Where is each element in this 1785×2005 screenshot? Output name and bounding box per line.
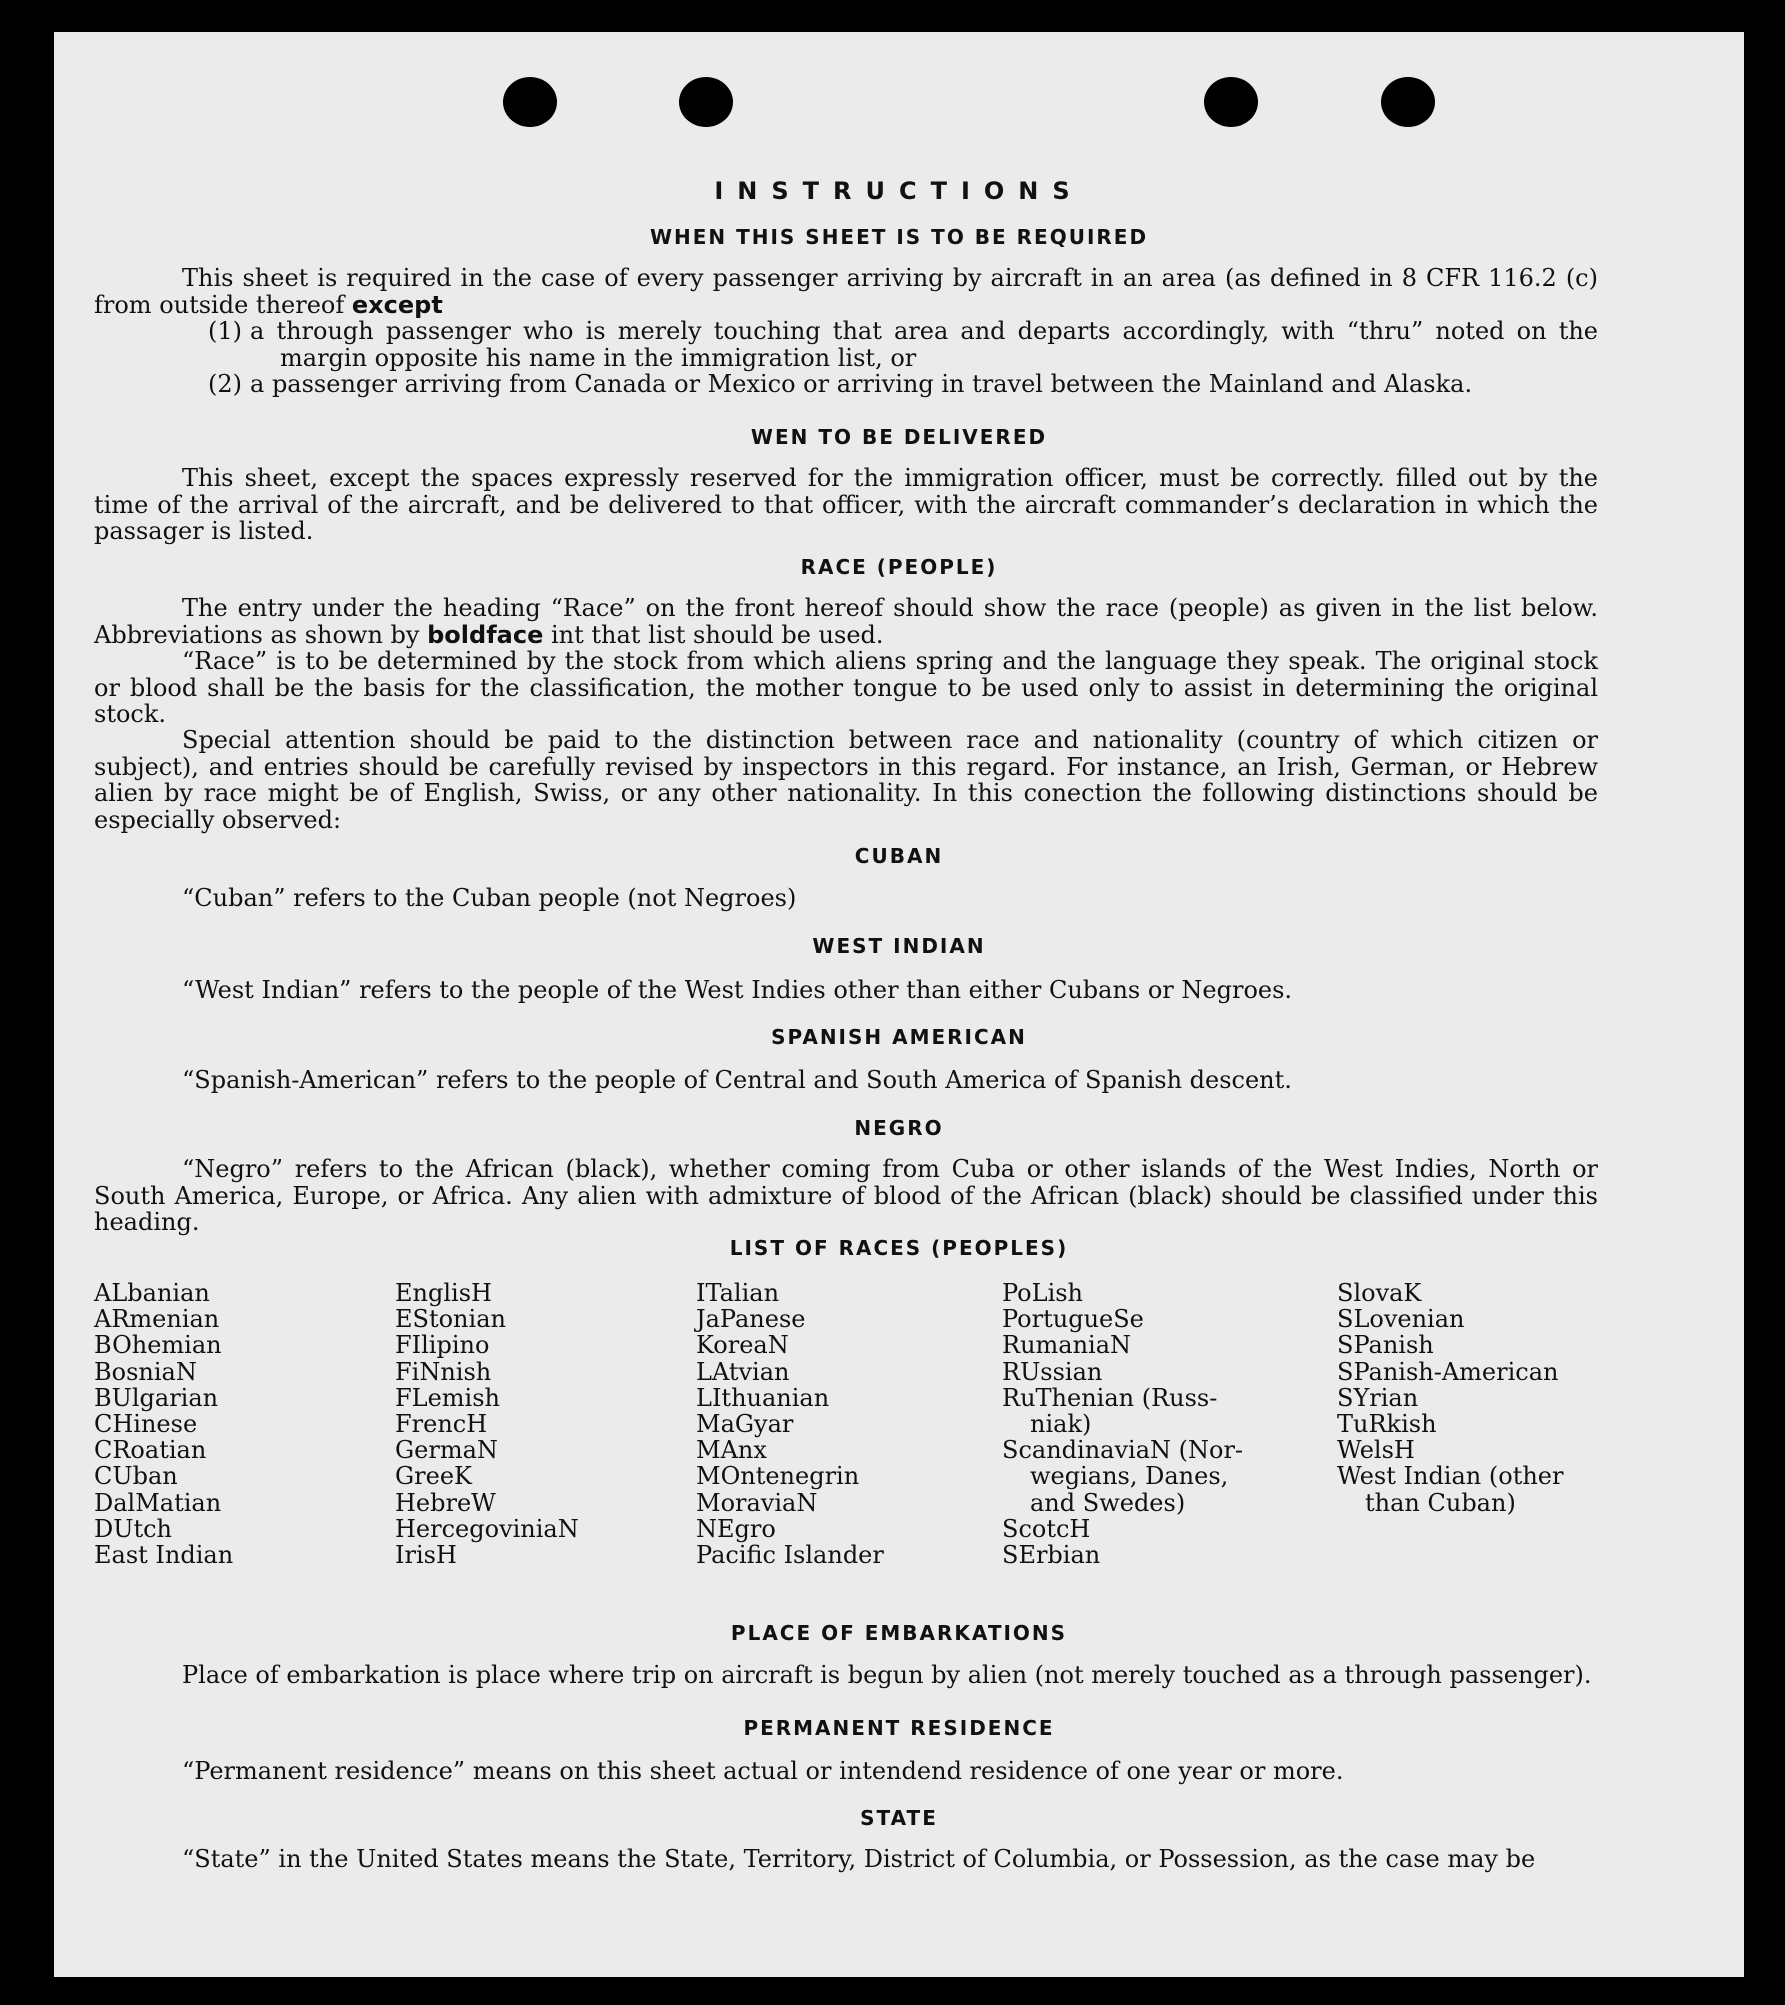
- race-entry: SLovenian: [1337, 1305, 1465, 1334]
- race-entry: MAnx: [696, 1436, 767, 1465]
- race-entry-continuation: and Swedes): [1030, 1488, 1186, 1517]
- race-entry: GermaN: [395, 1436, 498, 1465]
- when-required-paragraph: This sheet is required in the case of every passenger arriving by aircraft in an area (as defined in 8 CFR 116.2 (c) from outside thereof except: [94, 264, 1598, 319]
- races-column-1: [94, 1280, 233, 1568]
- race-entry: MaGyar: [696, 1410, 794, 1439]
- cuban-paragraph: “Cuban” refers to the Cuban people (not Negroes): [182, 884, 797, 912]
- section-heading-cuban: CUBAN: [854, 844, 944, 868]
- spanish-american-paragraph: “Spanish-American” refers to the people of Central and South America of Spanish descent.: [182, 1066, 1292, 1094]
- race-entry: DalMatian: [94, 1488, 222, 1517]
- section-heading-negro: NEGRO: [854, 1116, 944, 1140]
- race-entry: DUtch: [94, 1514, 173, 1543]
- exception-item-1-number: (1): [208, 317, 242, 345]
- section-heading-when-delivered: WEN TO BE DELIVERED: [750, 425, 1048, 449]
- punch-hole: [679, 77, 733, 127]
- race-entry-continuation: wegians, Danes,: [1030, 1462, 1229, 1491]
- race-entry: LAtvian: [696, 1357, 790, 1386]
- exception-item-1: a through passenger who is merely touching that area and departs accordingly, with “thru” noted on the margin opposite his name in the immigration list, or: [250, 317, 1598, 372]
- page-title: INSTRUCTIONS: [714, 177, 1084, 205]
- race-entry: PoLish: [1002, 1279, 1084, 1307]
- race-entry: FiNnish: [395, 1357, 492, 1386]
- race-entry: GreeK: [395, 1462, 472, 1491]
- race-entry: ARmenian: [94, 1305, 220, 1334]
- races-column-2: [395, 1280, 579, 1568]
- punch-hole: [1204, 77, 1258, 127]
- section-heading-race: RACE (PEOPLE): [800, 555, 998, 579]
- residence-paragraph: “Permanent residence” means on this sheet actual or intendend residence of one year or more.: [182, 1757, 1344, 1785]
- race-entry: RUssian: [1002, 1357, 1103, 1386]
- race-entry: East Indian: [94, 1541, 234, 1570]
- races-column-4: [1002, 1280, 1243, 1568]
- race-entry: JaPanese: [696, 1305, 806, 1334]
- negro-paragraph: “Negro” refers to the African (black), whether coming from Cuba or other islands of the West Indies, North or South America, Europe, or Africa. Any alien with admixture of blood of the African (black) should be classified under this heading.: [94, 1155, 1598, 1236]
- section-heading-state: STATE: [860, 1806, 938, 1830]
- race-entry: West Indian (other: [1337, 1462, 1564, 1491]
- race-entry: NEgro: [696, 1514, 776, 1543]
- race-entry: FLemish: [395, 1383, 500, 1412]
- race-entry: MoraviaN: [696, 1488, 818, 1517]
- section-heading-permanent-residence: PERMANENT RESIDENCE: [743, 1716, 1055, 1740]
- race-entry: IrisH: [395, 1541, 457, 1570]
- race-entry: CHinese: [94, 1410, 198, 1439]
- race-entry: BUlgarian: [94, 1383, 219, 1412]
- race-entry: HercegoviniaN: [395, 1514, 579, 1543]
- races-column-5: [1337, 1280, 1563, 1516]
- instruction-sheet: [54, 32, 1744, 1977]
- race-entry: FIlipino: [395, 1331, 490, 1360]
- state-paragraph: “State” in the United States means the State, Territory, District of Columbia, or Possession, as the case may be: [182, 1845, 1536, 1873]
- race-entry: BosniaN: [94, 1357, 197, 1386]
- race-entry: HebreW: [395, 1488, 496, 1517]
- exception-item-2: a passenger arriving from Canada or Mexico or arriving in travel between the Mainland and Alaska.: [250, 370, 1473, 398]
- boldface-emphasis: boldface: [427, 620, 544, 649]
- race-entry: ITalian: [696, 1279, 780, 1307]
- race-entry: ScotcH: [1002, 1514, 1091, 1543]
- except-emphasis: except: [351, 290, 443, 319]
- race-entry: RumaniaN: [1002, 1331, 1132, 1360]
- section-heading-embarkation: PLACE OF EMBARKATIONS: [730, 1621, 1068, 1645]
- race-entry: MOntenegrin: [696, 1462, 860, 1491]
- race-entry: CRoatian: [94, 1436, 207, 1465]
- section-heading-spanish-american: SPANISH AMERICAN: [771, 1025, 1027, 1049]
- race-entry-continuation: niak): [1030, 1410, 1092, 1439]
- race-entry: ALbanian: [94, 1279, 210, 1307]
- race-entry: TuRkish: [1337, 1410, 1437, 1439]
- race-entry: SlovaK: [1337, 1279, 1422, 1307]
- when-delivered-paragraph: This sheet, except the spaces expressly reserved for the immigration officer, must be correctly. filled out by the time of the arrival of the aircraft, and be delivered to that officer, with the aircraft commander’s declaration in which the passager is listed.: [94, 464, 1598, 545]
- race-entry: PortugueSe: [1002, 1305, 1144, 1334]
- race-entry: SErbian: [1002, 1541, 1101, 1570]
- race-entry: FrencH: [395, 1410, 488, 1439]
- race-entry-continuation: than Cuban): [1365, 1488, 1516, 1517]
- section-heading-when-required: WHEN THIS SHEET IS TO BE REQUIRED: [649, 225, 1149, 249]
- race-paragraph-3: Special attention should be paid to the distinction between race and nationality (country of which citizen or subject), and entries should be carefully revised by inspectors in this regard. For instance, an Irish, German, or Hebrew alien by race might be of English, Swiss, or any other nationality. In this conection the following distinctions should be especially observed:: [94, 726, 1598, 834]
- race-entry: ScandinaviaN (Nor-: [1002, 1436, 1244, 1465]
- race-entry: CUban: [94, 1462, 178, 1491]
- section-heading-races-list: LIST OF RACES (PEOPLES): [729, 1236, 1069, 1260]
- race-entry: SPanish: [1337, 1331, 1434, 1360]
- race-entry: SPanish-American: [1337, 1357, 1559, 1386]
- race-entry: EnglisH: [395, 1279, 492, 1307]
- punch-hole: [503, 77, 557, 127]
- race-entry: EStonian: [395, 1305, 506, 1334]
- section-heading-west-indian: WEST INDIAN: [812, 934, 986, 958]
- race-entry: LIthuanian: [696, 1383, 830, 1412]
- embarkation-paragraph: Place of embarkation is place where trip on aircraft is begun by alien (not merely touched as a through passenger).: [182, 1661, 1592, 1689]
- exception-item-2-number: (2): [208, 370, 242, 398]
- race-paragraph-2: “Race” is to be determined by the stock from which aliens spring and the language they speak. The original stock or blood shall be the basis for the classification, the mother tongue to be used only to assist in determining the original stock.: [94, 647, 1598, 728]
- race-entry: Pacific Islander: [696, 1541, 884, 1570]
- race-entry: WelsH: [1337, 1436, 1415, 1465]
- west-indian-paragraph: “West Indian” refers to the people of the West Indies other than either Cubans or Negroes.: [182, 976, 1293, 1004]
- race-entry: BOhemian: [94, 1331, 222, 1360]
- race-entry: RuThenian (Russ-: [1002, 1383, 1218, 1412]
- race-entry: SYrian: [1337, 1383, 1419, 1412]
- race-entry: KoreaN: [696, 1331, 789, 1360]
- race-paragraph-1: The entry under the heading “Race” on the front hereof should show the race (people) as given in the list below. Abbreviations as shown by boldface int that list should be used.: [94, 594, 1598, 649]
- races-column-3: [696, 1280, 884, 1568]
- punch-hole: [1381, 77, 1435, 127]
